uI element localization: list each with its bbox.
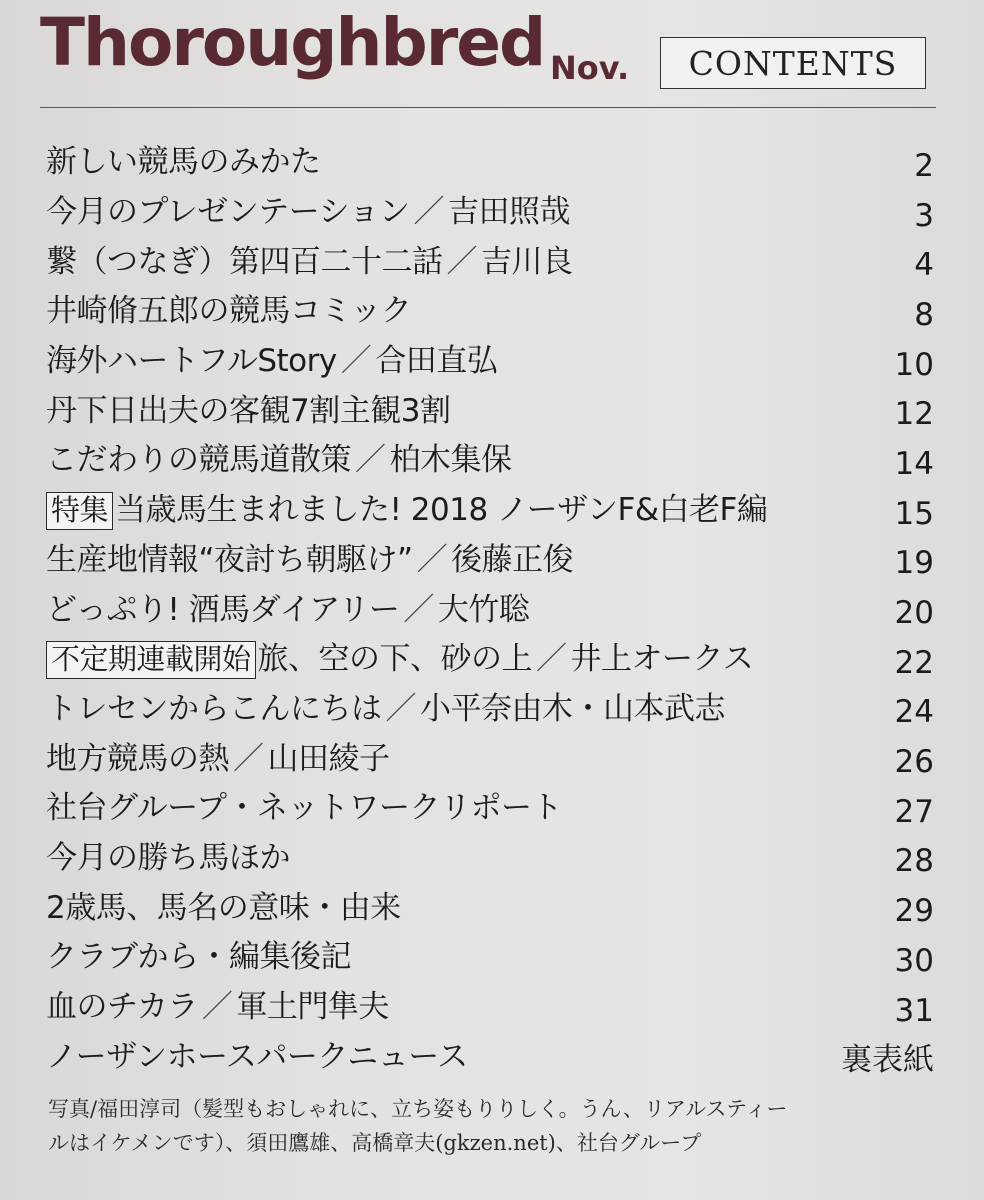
author-separator: ／ — [446, 243, 477, 280]
toc-title: 新しい競馬のみかた — [46, 144, 321, 181]
toc-page-number: 8 — [914, 297, 934, 334]
toc-page-number: 29 — [894, 893, 934, 930]
toc-page-number: 24 — [894, 694, 934, 731]
magazine-title: Thoroughbred — [40, 4, 545, 81]
toc-entry-text — [46, 194, 571, 231]
author-separator: ／ — [403, 591, 434, 628]
toc-entry-text — [46, 641, 753, 679]
toc-entry — [46, 834, 938, 884]
toc-entry — [46, 734, 938, 784]
author-separator: ／ — [340, 343, 372, 380]
toc-title: こだわりの競馬道散策 — [46, 442, 351, 479]
issue-month: Nov. — [550, 49, 630, 87]
toc-author: 井上オークス — [570, 641, 754, 678]
table-of-contents — [46, 138, 938, 1082]
toc-page-number: 20 — [894, 595, 934, 632]
toc-page-number: 10 — [894, 346, 934, 383]
toc-title: クラブから・編集後記 — [46, 939, 351, 976]
section-tag: 不定期連載開始 — [46, 641, 256, 679]
toc-title: 2歳馬、馬名の意味・由来 — [46, 889, 401, 926]
toc-page-number: 15 — [894, 495, 934, 532]
toc-entry — [46, 436, 938, 486]
toc-entry-text — [46, 243, 573, 280]
photo-credits — [48, 1092, 948, 1160]
toc-entry-text — [46, 1038, 468, 1075]
photo-credits-line-1: 写真/福田淳司（髪型もおしゃれに、立ち姿もりりしく。うん、リアルスティー — [48, 1097, 788, 1121]
toc-author: 吉川良 — [481, 243, 573, 280]
toc-entry-text — [46, 690, 725, 727]
toc-entry-text — [46, 144, 321, 181]
toc-page-number: 28 — [894, 843, 934, 880]
toc-entry-text — [46, 889, 401, 926]
toc-entry — [46, 635, 938, 685]
author-separator: ／ — [416, 541, 448, 578]
toc-page-number: 12 — [894, 396, 934, 433]
toc-author: 大竹聡 — [437, 591, 530, 628]
toc-author: 軍土門隼夫 — [236, 989, 389, 1026]
toc-entry — [46, 486, 938, 536]
toc-page-number: 31 — [894, 992, 934, 1029]
toc-page-number: 26 — [894, 744, 934, 781]
toc-title: 旅、空の下、砂の上 — [257, 641, 533, 678]
toc-author: 山田綾子 — [267, 740, 390, 777]
toc-entry-text — [46, 492, 767, 530]
toc-author: 吉田照哉 — [448, 194, 571, 231]
toc-page-number: 19 — [894, 545, 934, 582]
author-separator: ／ — [355, 442, 386, 479]
contents-label: CONTENTS — [660, 37, 926, 89]
author-separator: ／ — [233, 740, 264, 777]
toc-entry-text — [46, 343, 498, 380]
toc-entry-text — [46, 989, 389, 1026]
toc-entry-text — [46, 939, 351, 976]
toc-page-number: 3 — [914, 197, 934, 234]
toc-title: 血のチカラ — [46, 989, 198, 1026]
toc-entry — [46, 188, 938, 238]
toc-entry — [46, 883, 938, 933]
toc-title: 地方競馬の熱 — [46, 740, 229, 777]
toc-entry-text — [46, 442, 512, 479]
toc-title: 丹下日出夫の客観7割主観3割 — [46, 392, 451, 429]
toc-entry-text — [46, 839, 290, 876]
toc-entry-text — [46, 591, 530, 628]
toc-title: ノーザンホースパークニュース — [46, 1038, 468, 1075]
toc-entry — [46, 933, 938, 983]
toc-entry — [46, 1032, 938, 1082]
author-separator: ／ — [385, 690, 416, 727]
author-separator: ／ — [536, 641, 567, 678]
toc-author: 柏木集保 — [389, 442, 512, 479]
toc-author: 合田直弘 — [375, 343, 498, 380]
toc-entry — [46, 386, 938, 436]
toc-entry — [46, 685, 938, 735]
toc-title: 生産地情報“夜討ち朝駆け” — [46, 541, 413, 578]
toc-entry — [46, 536, 938, 586]
toc-title: 社台グループ・ネットワークリポート — [46, 790, 563, 827]
toc-title: トレセンからこんにちは — [46, 690, 382, 727]
toc-page-number: 27 — [894, 794, 934, 831]
toc-entry-text — [46, 392, 451, 429]
photo-credits-line-2: ルはイケメンです）、須田鷹雄、高橋章夫(gkzen.net)、社台グループ — [48, 1131, 702, 1155]
toc-page-number: 裏表紙 — [841, 1042, 934, 1079]
toc-page-number: 2 — [914, 148, 934, 185]
toc-entry — [46, 237, 938, 287]
toc-entry — [46, 784, 938, 834]
section-tag: 特集 — [46, 492, 113, 530]
toc-title: 海外ハートフルStory — [46, 343, 337, 380]
toc-title: 今月の勝ち馬ほか — [46, 839, 290, 876]
toc-entry-text — [46, 293, 412, 330]
author-separator: ／ — [413, 194, 445, 231]
toc-title: 当歳馬生まれました! 2018 ノーザンF&白老F編 — [115, 492, 768, 529]
toc-entry — [46, 138, 938, 188]
toc-title: 今月のプレゼンテーション — [46, 194, 410, 231]
toc-author: 小平奈由木・山本武志 — [420, 690, 725, 727]
toc-entry — [46, 983, 938, 1033]
toc-page-number: 4 — [914, 247, 934, 284]
toc-title: 繋（つなぎ）第四百二十二話 — [46, 243, 443, 280]
toc-page-number: 30 — [894, 943, 934, 980]
toc-title: どっぷり! 酒馬ダイアリー — [46, 591, 400, 628]
toc-entry-text — [46, 740, 390, 777]
toc-entry — [46, 337, 938, 387]
toc-entry — [46, 287, 938, 337]
author-separator: ／ — [201, 989, 233, 1026]
toc-entry-text — [46, 790, 563, 827]
toc-author: 後藤正俊 — [451, 541, 574, 578]
toc-title: 井崎脩五郎の競馬コミック — [46, 293, 412, 330]
toc-page-number: 14 — [894, 446, 934, 483]
toc-page-number: 22 — [894, 644, 934, 681]
toc-entry — [46, 585, 938, 635]
toc-entry-text — [46, 541, 574, 578]
header-divider — [40, 107, 936, 108]
